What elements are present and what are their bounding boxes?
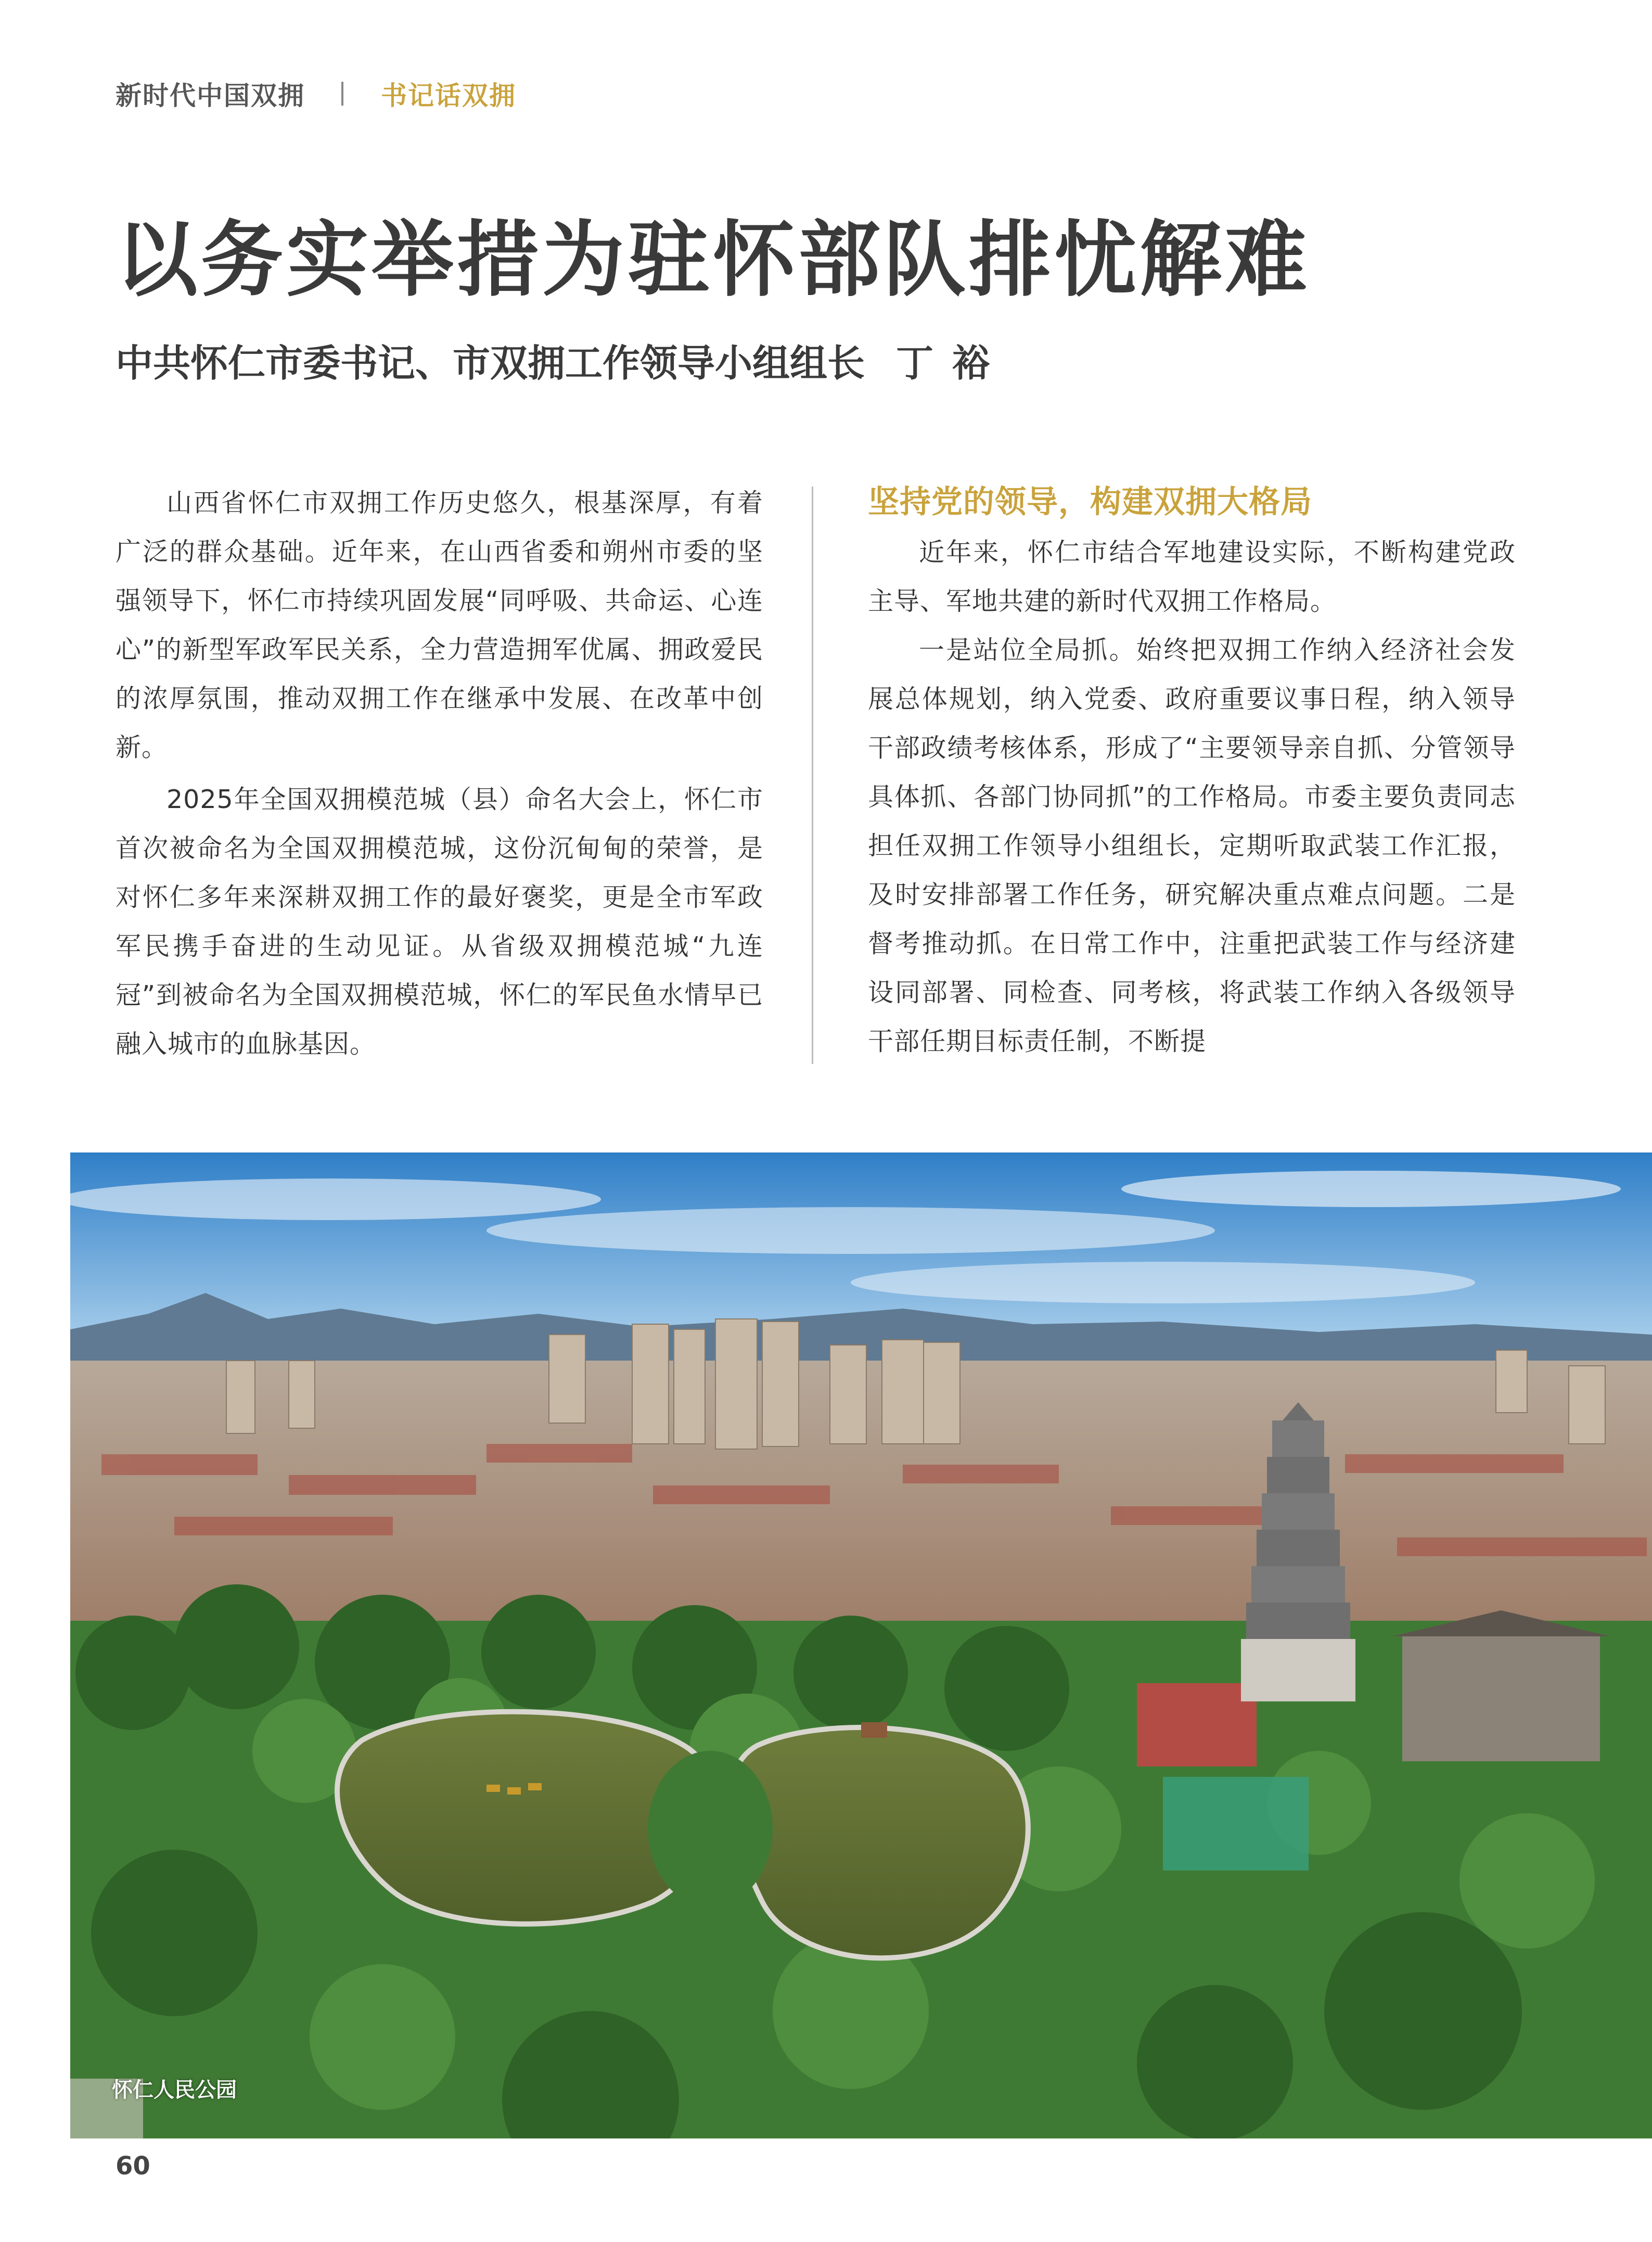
running-header bbox=[116, 73, 516, 114]
paragraph: 2025年全国双拥模范城（县）命名大会上，怀仁市首次被命名为全国双拥模范城，这份沉甸甸的荣誉，是对怀仁多年来深耕双拥工作的最好褒奖，更是全市军政军民携手奋进的生动见证。从省级双拥模范城“九连冠”到被命名为全国双拥模范城，怀仁的军民鱼水情早已融入城市的血脉基因。 bbox=[116, 785, 763, 1059]
right-column bbox=[868, 476, 1516, 1066]
author-position: 中共怀仁市委书记、市双拥工作领导小组组长 bbox=[116, 341, 865, 385]
column-name: 书记话双拥 bbox=[381, 81, 516, 111]
paragraph: 山西省怀仁市双拥工作历史悠久，根基深厚，有着广泛的群众基础。近年来，在山西省委和朔州市委的坚强领导下，怀仁市持续巩固发展“同呼吸、共命运、心连心”的新型军政军民关系，全力营造拥军优属、拥政爱民的浓厚氛围，推动双拥工作在继承中发展、在改革中创新。 bbox=[116, 488, 763, 762]
paragraph: 一是站位全局抓。始终把双拥工作纳入经济社会发展总体规划，纳入党委、政府重要议事日程，纳入领导干部政绩考核体系，形成了“主要领导亲自抓、分管领导具体抓、各部门协同抓”的工作格局。市委主要负责同志担任双拥工作领导小组组长，定期听取武装工作汇报，及时安排部署工作任务，研究解决重点难点问题。二是督考推动抓。在日常工作中，注重把武装工作与经济建设同部署、同检查、同考核，将武装工作纳入各级领导干部任期目标责任制，不断提 bbox=[868, 635, 1516, 1056]
aerial-photo-illustration bbox=[70, 1152, 1652, 2138]
section-heading: 坚持党的领导，构建双拥大格局 bbox=[868, 484, 1312, 520]
column-divider bbox=[812, 486, 813, 1064]
author-name: 丁裕 bbox=[896, 341, 1009, 385]
page-number: 60 bbox=[116, 2151, 150, 2181]
byline bbox=[116, 337, 1008, 389]
left-column bbox=[116, 479, 763, 1069]
park-aerial-photo bbox=[70, 1152, 1652, 2138]
photo-caption: 怀仁人民公园 bbox=[112, 2078, 237, 2102]
paragraph: 近年来，怀仁市结合军地建设实际，不断构建党政主导、军地共建的新时代双拥工作格局。 bbox=[868, 537, 1516, 616]
header-divider bbox=[341, 82, 343, 106]
section-name: 新时代中国双拥 bbox=[116, 81, 305, 111]
article-title: 以务实举措为驻怀部队排忧解难 bbox=[116, 212, 1310, 308]
